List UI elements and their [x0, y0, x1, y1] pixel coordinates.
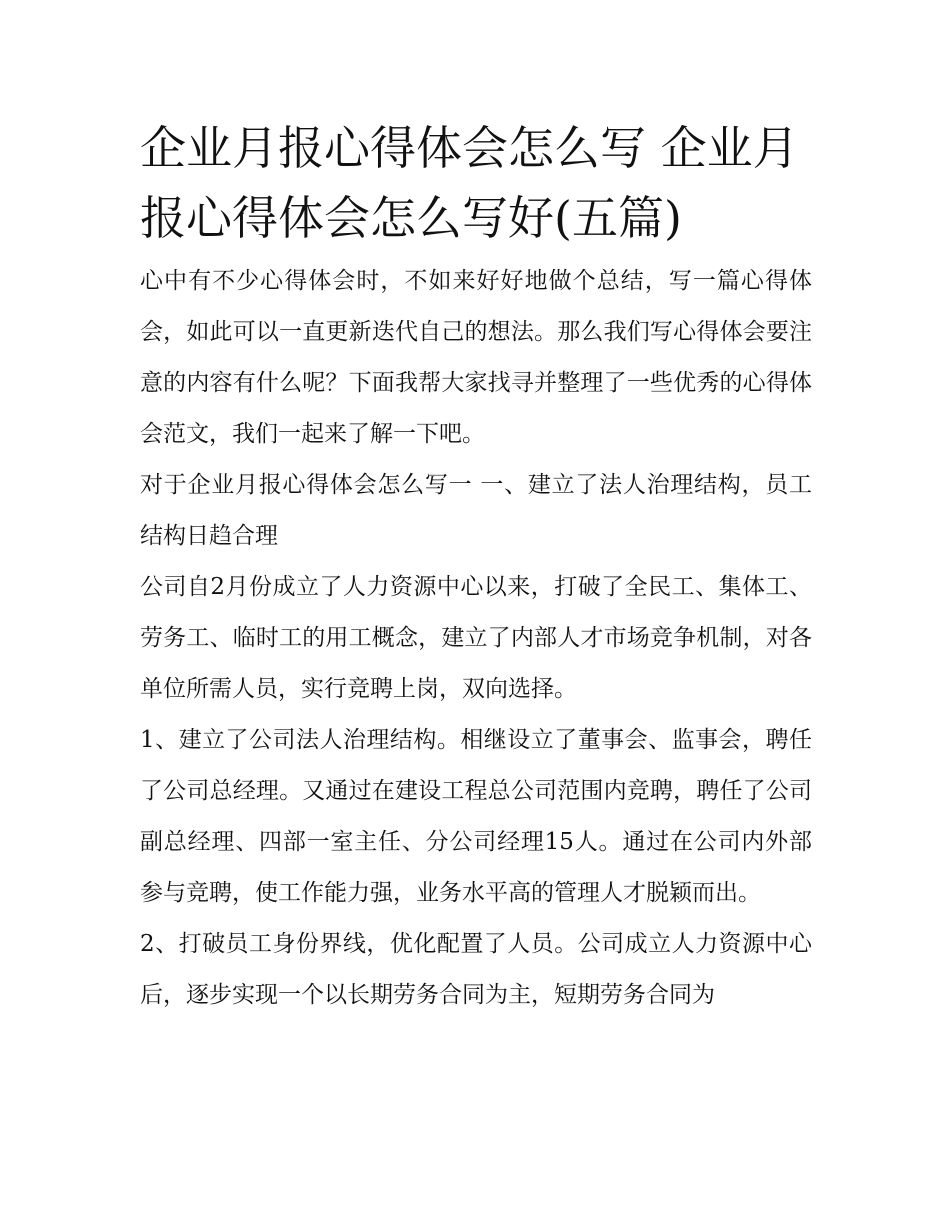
body-paragraph: 公司自2月份成立了人力资源中心以来，打破了全民工、集体工、劳务工、临时工的用工概念，建立了内部人才市场竞争机制，对各单位所需人员，实行竞聘上岗，双向选择。 — [140, 574, 812, 702]
list-item-paragraph: 1、建立了公司法人治理结构。相继设立了董事会、监事会，聘任了公司总经理。又通过在建设工程总公司范围内竞聘，聘任了公司副总经理、四部一室主任、分公司经理15人。通过在公司内外部参与竞聘，使工作能力强，业务水平高的管理人才脱颖而出。 — [140, 727, 812, 906]
section-heading-paragraph: 对于企业月报心得体会怎么写一 一、建立了法人治理结构，员工结构日趋合理 — [140, 472, 812, 549]
document-page — [140, 113, 812, 1021]
list-item-paragraph: 2、打破员工身份界线，优化配置了人员。公司成立人力资源中心后，逐步实现一个以长期劳务合同为主，短期劳务合同为 — [140, 931, 812, 1008]
document-title: 企业月报心得体会怎么写 企业月报心得体会怎么写好(五篇) — [140, 121, 799, 245]
intro-paragraph: 心中有不少心得体会时，不如来好好地做个总结，写一篇心得体会，如此可以一直更新迭代自己的想法。那么我们写心得体会要注意的内容有什么呢？下面我帮大家找寻并整理了一些优秀的心得体会范文，我们一起来了解一下吧。 — [140, 268, 812, 447]
